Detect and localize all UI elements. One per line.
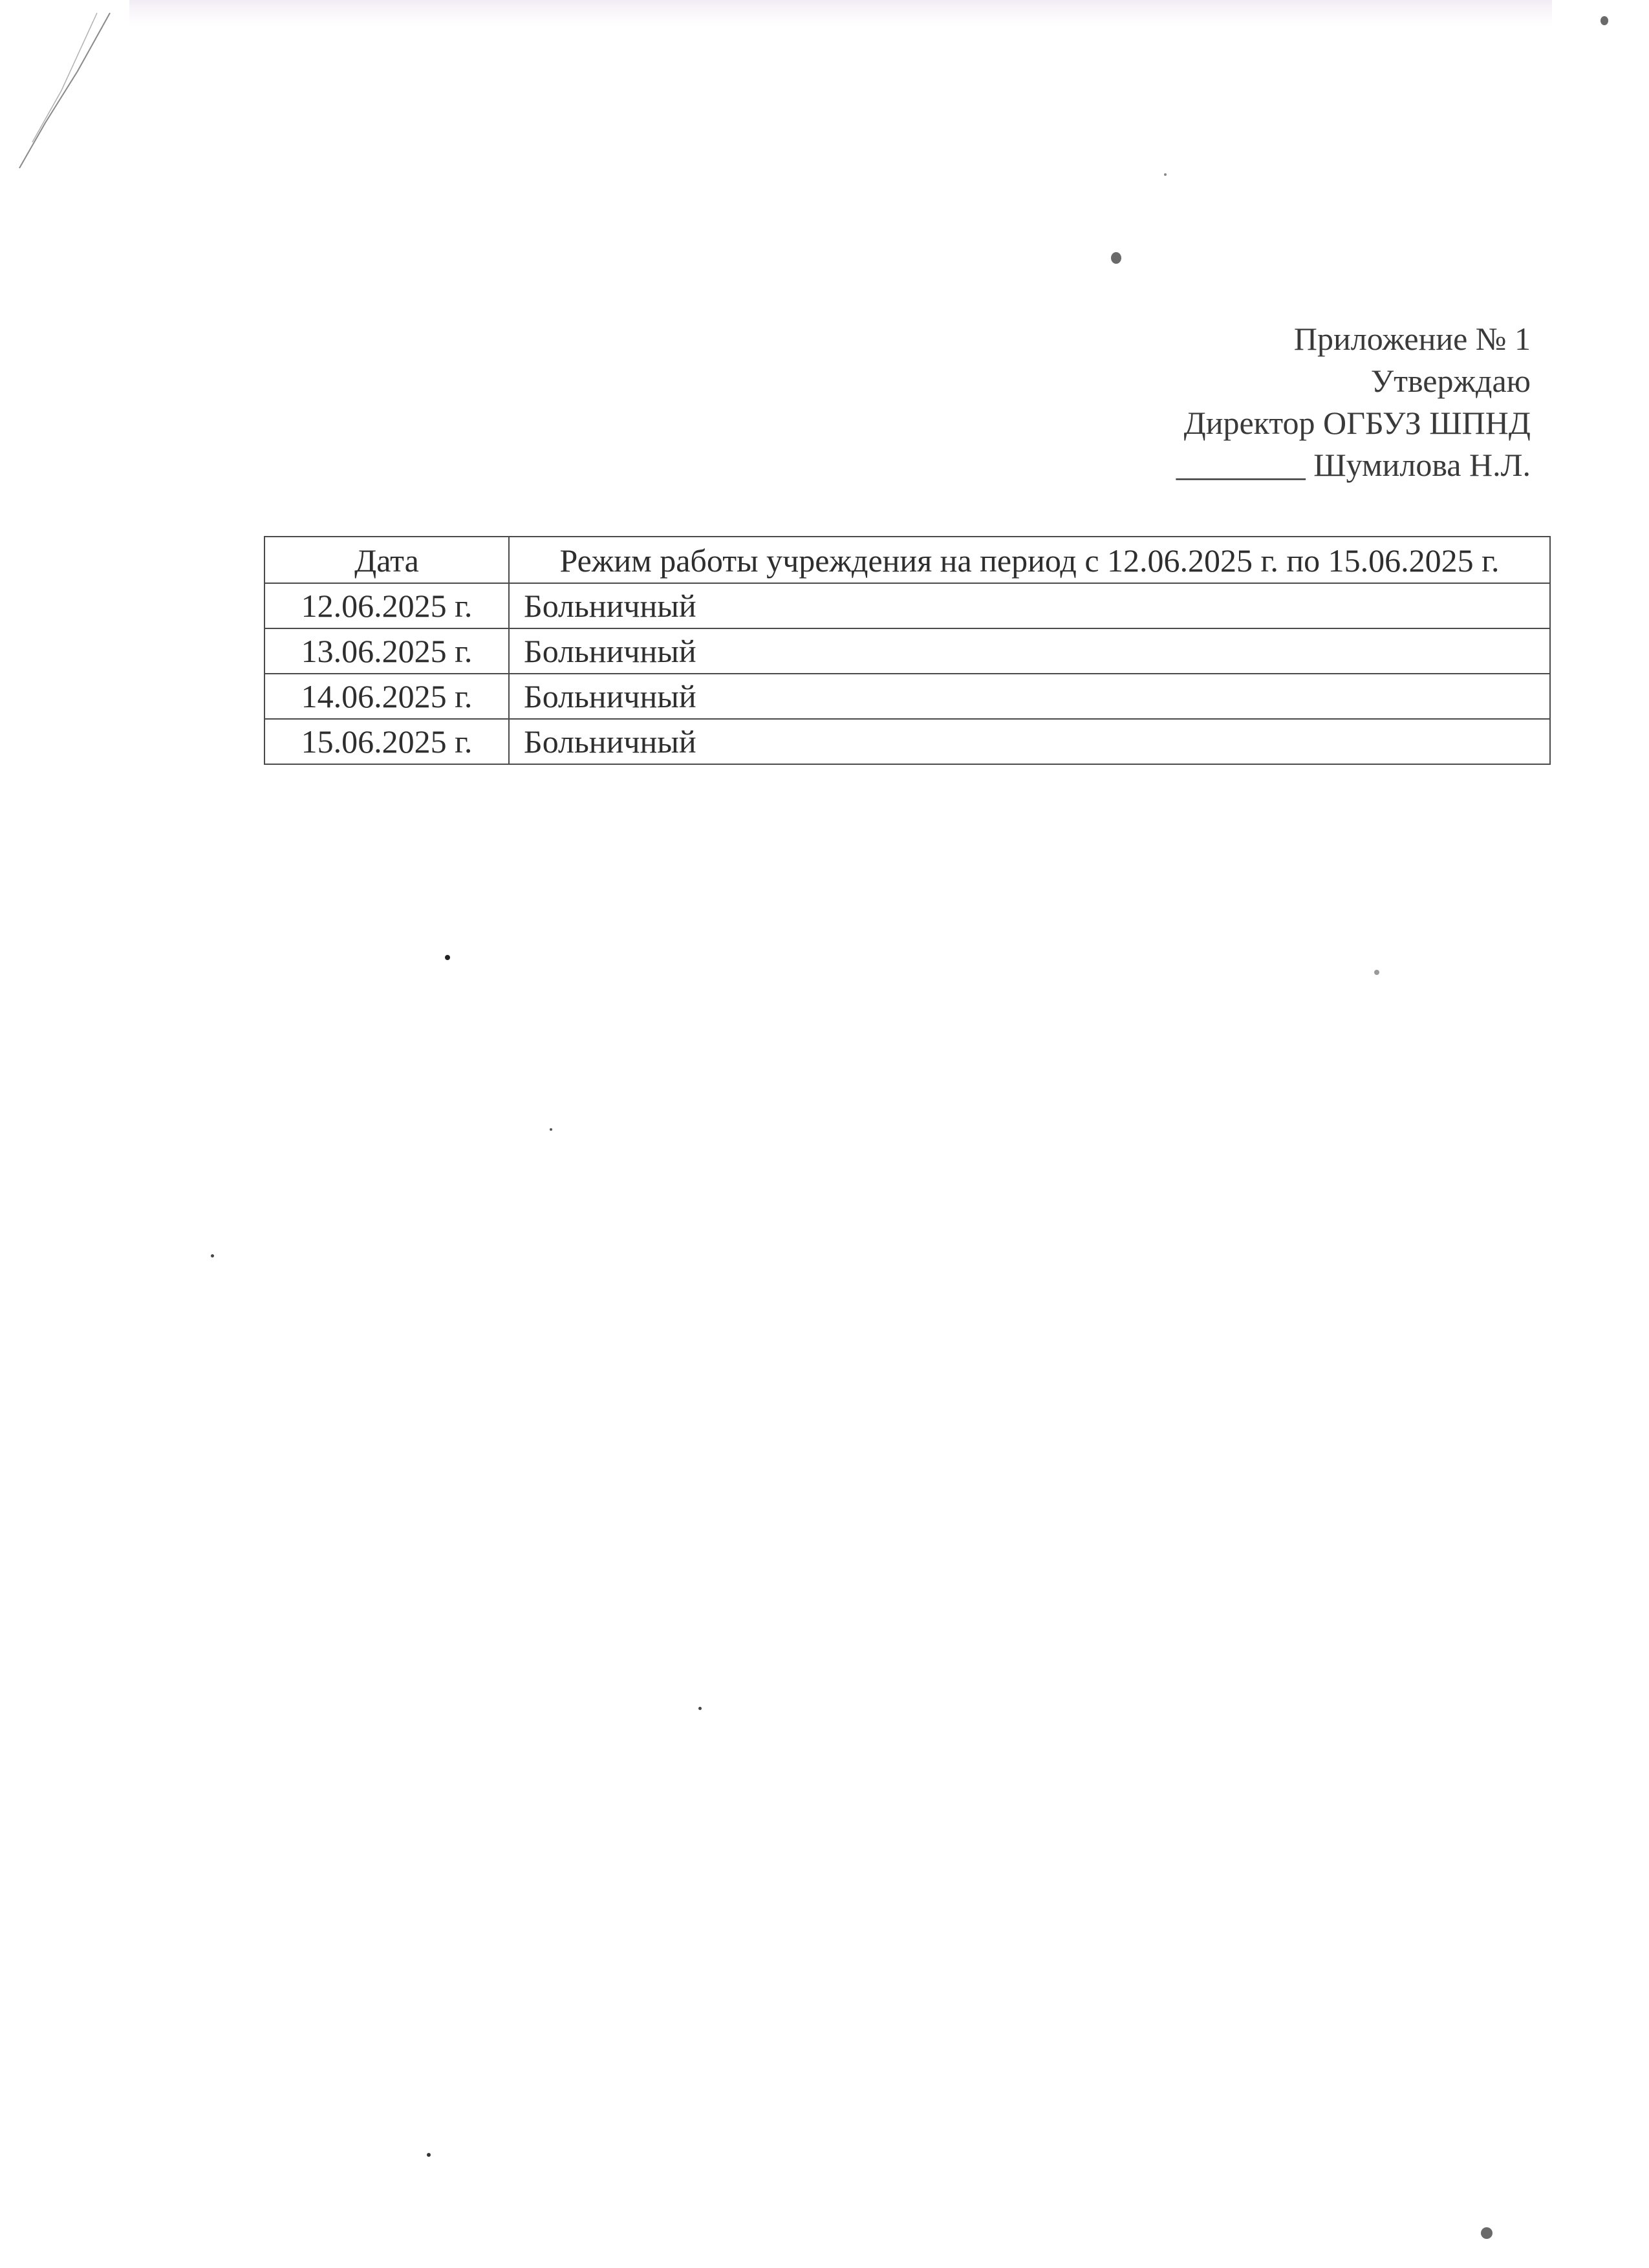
scan-speck — [1600, 16, 1608, 25]
table-row — [264, 628, 1550, 674]
table-row — [264, 674, 1550, 719]
schedule-table — [264, 536, 1551, 765]
scan-fold-mark — [0, 0, 142, 194]
row-mode: Больничный — [509, 719, 1550, 764]
director-position: Директор ОГБУЗ ШПНД — [1183, 405, 1531, 441]
scan-speck — [550, 1128, 552, 1131]
approve-label: Утверждаю — [1370, 363, 1531, 399]
scan-speck — [1374, 970, 1379, 975]
row-mode: Больничный — [509, 628, 1550, 674]
scan-speck — [1481, 2227, 1493, 2239]
scan-speck — [1111, 252, 1121, 264]
row-date: 13.06.2025 г. — [264, 628, 509, 674]
row-mode: Больничный — [509, 583, 1550, 628]
scan-speck — [1164, 173, 1167, 176]
table-row — [264, 583, 1550, 628]
table-header-row — [264, 537, 1550, 583]
scan-top-edge — [129, 0, 1552, 26]
approval-block — [1176, 318, 1531, 486]
signature-line: ________ Шумилова Н.Л. — [1176, 447, 1531, 483]
table-row — [264, 719, 1550, 764]
row-mode: Больничный — [509, 674, 1550, 719]
row-date: 12.06.2025 г. — [264, 583, 509, 628]
scan-speck — [445, 955, 450, 960]
scan-speck — [211, 1254, 214, 1257]
scan-speck — [427, 2153, 431, 2157]
scan-speck — [698, 1707, 702, 1710]
row-date: 15.06.2025 г. — [264, 719, 509, 764]
header-date: Дата — [264, 537, 509, 583]
appendix-label: Приложение № 1 — [1293, 321, 1531, 357]
row-date: 14.06.2025 г. — [264, 674, 509, 719]
header-mode: Режим работы учреждения на период с 12.06.2025 г. по 15.06.2025 г. — [509, 537, 1550, 583]
